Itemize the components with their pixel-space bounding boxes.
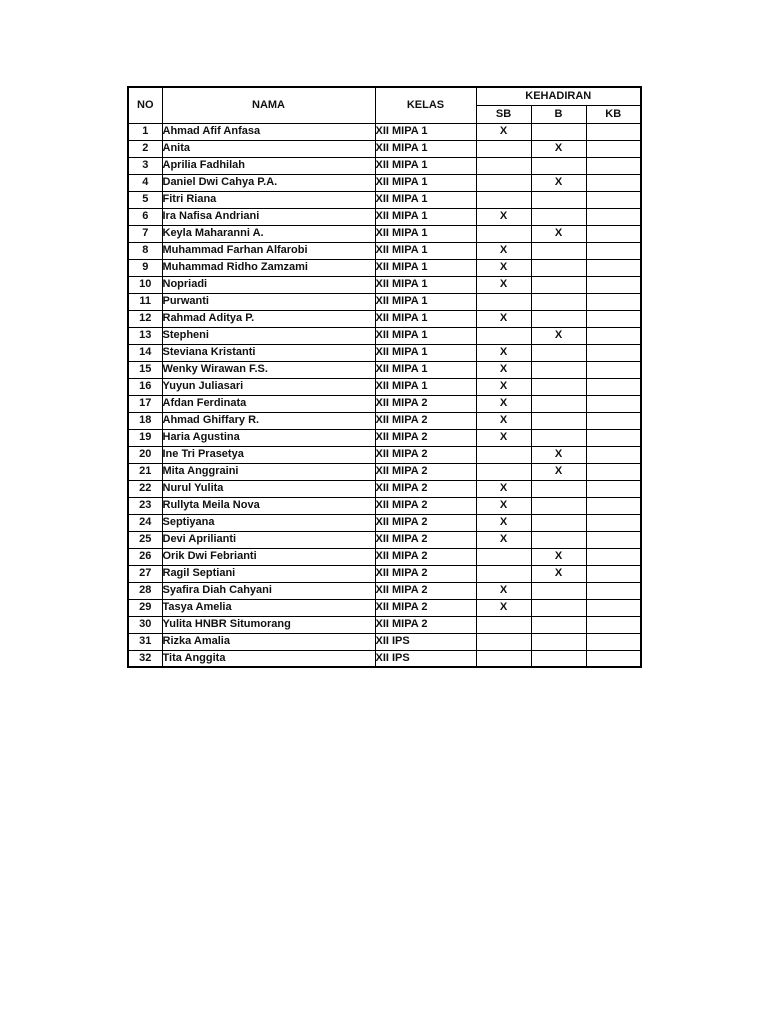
- table-row: [128, 191, 641, 208]
- student-name-cell: Yuyun Juliasari: [162, 378, 375, 395]
- mark-sb-cell: [476, 157, 531, 174]
- mark-kb-cell: [586, 463, 641, 480]
- class-cell: XII MIPA 2: [375, 599, 476, 616]
- header-kb: KB: [586, 105, 641, 123]
- class-cell: XII MIPA 1: [375, 208, 476, 225]
- row-number-cell: 19: [128, 429, 162, 446]
- mark-kb-cell: [586, 361, 641, 378]
- class-cell: XII MIPA 2: [375, 412, 476, 429]
- mark-b-cell: X: [531, 565, 586, 582]
- mark-b-cell: [531, 531, 586, 548]
- student-name-cell: Anita: [162, 140, 375, 157]
- mark-b-cell: X: [531, 225, 586, 242]
- mark-sb-cell: [476, 565, 531, 582]
- row-number-cell: 26: [128, 548, 162, 565]
- student-name-cell: Septiyana: [162, 514, 375, 531]
- table-row: [128, 565, 641, 582]
- student-name-cell: Ira Nafisa Andriani: [162, 208, 375, 225]
- mark-sb-cell: [476, 548, 531, 565]
- mark-b-cell: [531, 480, 586, 497]
- mark-b-cell: X: [531, 327, 586, 344]
- mark-b-cell: [531, 497, 586, 514]
- row-number-cell: 21: [128, 463, 162, 480]
- mark-sb-cell: X: [476, 480, 531, 497]
- header-kelas: KELAS: [375, 87, 476, 123]
- class-cell: XII MIPA 2: [375, 429, 476, 446]
- mark-sb-cell: X: [476, 514, 531, 531]
- mark-b-cell: [531, 344, 586, 361]
- table-row: [128, 327, 641, 344]
- class-cell: XII MIPA 2: [375, 548, 476, 565]
- student-name-cell: Syafira Diah Cahyani: [162, 582, 375, 599]
- class-cell: XII MIPA 2: [375, 582, 476, 599]
- mark-sb-cell: [476, 293, 531, 310]
- mark-sb-cell: [476, 140, 531, 157]
- mark-kb-cell: [586, 293, 641, 310]
- mark-sb-cell: X: [476, 208, 531, 225]
- table-row: [128, 429, 641, 446]
- mark-kb-cell: [586, 616, 641, 633]
- table-row: [128, 123, 641, 140]
- mark-kb-cell: [586, 480, 641, 497]
- class-cell: XII MIPA 1: [375, 276, 476, 293]
- mark-b-cell: [531, 429, 586, 446]
- class-cell: XII MIPA 1: [375, 140, 476, 157]
- mark-sb-cell: [476, 446, 531, 463]
- class-cell: XII MIPA 2: [375, 446, 476, 463]
- student-name-cell: Mita Anggraini: [162, 463, 375, 480]
- class-cell: XII MIPA 2: [375, 514, 476, 531]
- row-number-cell: 2: [128, 140, 162, 157]
- mark-b-cell: [531, 157, 586, 174]
- table-row: [128, 310, 641, 327]
- student-name-cell: Tita Anggita: [162, 650, 375, 667]
- row-number-cell: 25: [128, 531, 162, 548]
- row-number-cell: 17: [128, 395, 162, 412]
- class-cell: XII MIPA 2: [375, 565, 476, 582]
- row-number-cell: 14: [128, 344, 162, 361]
- mark-b-cell: [531, 395, 586, 412]
- row-number-cell: 15: [128, 361, 162, 378]
- row-number-cell: 30: [128, 616, 162, 633]
- mark-b-cell: [531, 259, 586, 276]
- row-number-cell: 4: [128, 174, 162, 191]
- student-name-cell: Haria Agustina: [162, 429, 375, 446]
- mark-sb-cell: [476, 650, 531, 667]
- mark-b-cell: [531, 361, 586, 378]
- student-name-cell: Wenky Wirawan F.S.: [162, 361, 375, 378]
- mark-sb-cell: X: [476, 582, 531, 599]
- class-cell: XII MIPA 1: [375, 310, 476, 327]
- mark-b-cell: [531, 293, 586, 310]
- mark-kb-cell: [586, 531, 641, 548]
- mark-sb-cell: X: [476, 310, 531, 327]
- class-cell: XII MIPA 1: [375, 259, 476, 276]
- student-name-cell: Rahmad Aditya P.: [162, 310, 375, 327]
- row-number-cell: 24: [128, 514, 162, 531]
- row-number-cell: 11: [128, 293, 162, 310]
- student-name-cell: Ine Tri Prasetya: [162, 446, 375, 463]
- table-row: [128, 174, 641, 191]
- class-cell: XII MIPA 1: [375, 174, 476, 191]
- class-cell: XII MIPA 1: [375, 225, 476, 242]
- mark-b-cell: X: [531, 174, 586, 191]
- mark-kb-cell: [586, 412, 641, 429]
- mark-b-cell: [531, 599, 586, 616]
- mark-b-cell: X: [531, 446, 586, 463]
- class-cell: XII MIPA 1: [375, 293, 476, 310]
- table-row: [128, 259, 641, 276]
- row-number-cell: 8: [128, 242, 162, 259]
- table-row: [128, 293, 641, 310]
- table-row: [128, 446, 641, 463]
- mark-sb-cell: X: [476, 429, 531, 446]
- student-name-cell: Orik Dwi Febrianti: [162, 548, 375, 565]
- class-cell: XII MIPA 2: [375, 531, 476, 548]
- class-cell: XII MIPA 1: [375, 242, 476, 259]
- header-no: NO: [128, 87, 162, 123]
- table-row: [128, 616, 641, 633]
- mark-kb-cell: [586, 276, 641, 293]
- student-name-cell: Muhammad Farhan Alfarobi: [162, 242, 375, 259]
- table-row: [128, 650, 641, 667]
- mark-kb-cell: [586, 310, 641, 327]
- mark-kb-cell: [586, 650, 641, 667]
- student-name-cell: Stepheni: [162, 327, 375, 344]
- mark-b-cell: [531, 616, 586, 633]
- student-name-cell: Afdan Ferdinata: [162, 395, 375, 412]
- mark-kb-cell: [586, 548, 641, 565]
- table-row: [128, 140, 641, 157]
- mark-sb-cell: [476, 463, 531, 480]
- student-name-cell: Steviana Kristanti: [162, 344, 375, 361]
- table-row: [128, 548, 641, 565]
- student-name-cell: Nopriadi: [162, 276, 375, 293]
- mark-b-cell: [531, 242, 586, 259]
- mark-kb-cell: [586, 599, 641, 616]
- class-cell: XII MIPA 2: [375, 463, 476, 480]
- mark-sb-cell: [476, 174, 531, 191]
- table-row: [128, 157, 641, 174]
- student-name-cell: Muhammad Ridho Zamzami: [162, 259, 375, 276]
- row-number-cell: 7: [128, 225, 162, 242]
- row-number-cell: 20: [128, 446, 162, 463]
- row-number-cell: 29: [128, 599, 162, 616]
- class-cell: XII MIPA 2: [375, 497, 476, 514]
- row-number-cell: 13: [128, 327, 162, 344]
- student-name-cell: Yulita HNBR Situmorang: [162, 616, 375, 633]
- student-name-cell: Ragil Septiani: [162, 565, 375, 582]
- mark-b-cell: [531, 378, 586, 395]
- student-name-cell: Daniel Dwi Cahya P.A.: [162, 174, 375, 191]
- table-row: [128, 497, 641, 514]
- table-row: [128, 225, 641, 242]
- mark-sb-cell: X: [476, 497, 531, 514]
- mark-kb-cell: [586, 514, 641, 531]
- mark-kb-cell: [586, 225, 641, 242]
- class-cell: XII MIPA 1: [375, 191, 476, 208]
- mark-b-cell: [531, 412, 586, 429]
- class-cell: XII MIPA 1: [375, 378, 476, 395]
- row-number-cell: 5: [128, 191, 162, 208]
- row-number-cell: 18: [128, 412, 162, 429]
- mark-kb-cell: [586, 378, 641, 395]
- table-row: [128, 208, 641, 225]
- mark-sb-cell: [476, 327, 531, 344]
- mark-b-cell: [531, 276, 586, 293]
- student-name-cell: Rizka Amalia: [162, 633, 375, 650]
- table-row: [128, 633, 641, 650]
- row-number-cell: 22: [128, 480, 162, 497]
- row-number-cell: 27: [128, 565, 162, 582]
- mark-sb-cell: X: [476, 259, 531, 276]
- mark-sb-cell: X: [476, 531, 531, 548]
- mark-kb-cell: [586, 191, 641, 208]
- row-number-cell: 31: [128, 633, 162, 650]
- mark-b-cell: X: [531, 463, 586, 480]
- table-row: [128, 361, 641, 378]
- mark-kb-cell: [586, 429, 641, 446]
- mark-kb-cell: [586, 157, 641, 174]
- mark-kb-cell: [586, 633, 641, 650]
- class-cell: XII MIPA 2: [375, 395, 476, 412]
- mark-kb-cell: [586, 565, 641, 582]
- mark-b-cell: [531, 191, 586, 208]
- table-row: [128, 599, 641, 616]
- mark-sb-cell: X: [476, 344, 531, 361]
- class-cell: XII IPS: [375, 633, 476, 650]
- student-name-cell: Purwanti: [162, 293, 375, 310]
- mark-sb-cell: [476, 225, 531, 242]
- mark-sb-cell: [476, 616, 531, 633]
- class-cell: XII MIPA 2: [375, 480, 476, 497]
- mark-sb-cell: X: [476, 395, 531, 412]
- row-number-cell: 9: [128, 259, 162, 276]
- table-row: [128, 344, 641, 361]
- mark-kb-cell: [586, 123, 641, 140]
- student-name-cell: Devi Aprilianti: [162, 531, 375, 548]
- mark-b-cell: X: [531, 140, 586, 157]
- mark-kb-cell: [586, 259, 641, 276]
- mark-kb-cell: [586, 344, 641, 361]
- table-body: [128, 123, 641, 667]
- student-name-cell: Aprilia Fadhilah: [162, 157, 375, 174]
- mark-b-cell: [531, 208, 586, 225]
- mark-kb-cell: [586, 174, 641, 191]
- row-number-cell: 3: [128, 157, 162, 174]
- table-row: [128, 514, 641, 531]
- mark-sb-cell: X: [476, 242, 531, 259]
- row-number-cell: 28: [128, 582, 162, 599]
- mark-b-cell: [531, 514, 586, 531]
- student-name-cell: Fitri Riana: [162, 191, 375, 208]
- mark-b-cell: [531, 123, 586, 140]
- row-number-cell: 6: [128, 208, 162, 225]
- table-row: [128, 412, 641, 429]
- class-cell: XII MIPA 1: [375, 157, 476, 174]
- row-number-cell: 16: [128, 378, 162, 395]
- row-number-cell: 23: [128, 497, 162, 514]
- table-header: [128, 87, 641, 123]
- class-cell: XII MIPA 1: [375, 123, 476, 140]
- student-name-cell: Nurul Yulita: [162, 480, 375, 497]
- mark-sb-cell: [476, 633, 531, 650]
- mark-sb-cell: [476, 191, 531, 208]
- table-row: [128, 242, 641, 259]
- row-number-cell: 32: [128, 650, 162, 667]
- mark-sb-cell: X: [476, 378, 531, 395]
- mark-kb-cell: [586, 327, 641, 344]
- row-number-cell: 1: [128, 123, 162, 140]
- mark-sb-cell: X: [476, 361, 531, 378]
- table-row: [128, 480, 641, 497]
- header-b: B: [531, 105, 586, 123]
- table-row: [128, 531, 641, 548]
- mark-b-cell: [531, 650, 586, 667]
- mark-b-cell: [531, 582, 586, 599]
- row-number-cell: 10: [128, 276, 162, 293]
- class-cell: XII MIPA 1: [375, 327, 476, 344]
- student-name-cell: Rullyta Meila Nova: [162, 497, 375, 514]
- student-name-cell: Keyla Maharanni A.: [162, 225, 375, 242]
- mark-sb-cell: X: [476, 412, 531, 429]
- mark-kb-cell: [586, 140, 641, 157]
- header-nama: NAMA: [162, 87, 375, 123]
- student-name-cell: Ahmad Ghiffary R.: [162, 412, 375, 429]
- table-row: [128, 378, 641, 395]
- mark-sb-cell: X: [476, 276, 531, 293]
- mark-kb-cell: [586, 582, 641, 599]
- mark-kb-cell: [586, 446, 641, 463]
- class-cell: XII MIPA 1: [375, 361, 476, 378]
- mark-b-cell: [531, 633, 586, 650]
- header-sb: SB: [476, 105, 531, 123]
- student-name-cell: Tasya Amelia: [162, 599, 375, 616]
- mark-kb-cell: [586, 395, 641, 412]
- mark-b-cell: [531, 310, 586, 327]
- table-row: [128, 276, 641, 293]
- attendance-table: [127, 86, 642, 668]
- mark-kb-cell: [586, 208, 641, 225]
- mark-kb-cell: [586, 497, 641, 514]
- table-row: [128, 582, 641, 599]
- class-cell: XII IPS: [375, 650, 476, 667]
- header-kehadiran: KEHADIRAN: [476, 87, 641, 105]
- table-row: [128, 395, 641, 412]
- mark-b-cell: X: [531, 548, 586, 565]
- mark-sb-cell: X: [476, 123, 531, 140]
- table-row: [128, 463, 641, 480]
- mark-kb-cell: [586, 242, 641, 259]
- class-cell: XII MIPA 2: [375, 616, 476, 633]
- row-number-cell: 12: [128, 310, 162, 327]
- mark-sb-cell: X: [476, 599, 531, 616]
- class-cell: XII MIPA 1: [375, 344, 476, 361]
- student-name-cell: Ahmad Afif Anfasa: [162, 123, 375, 140]
